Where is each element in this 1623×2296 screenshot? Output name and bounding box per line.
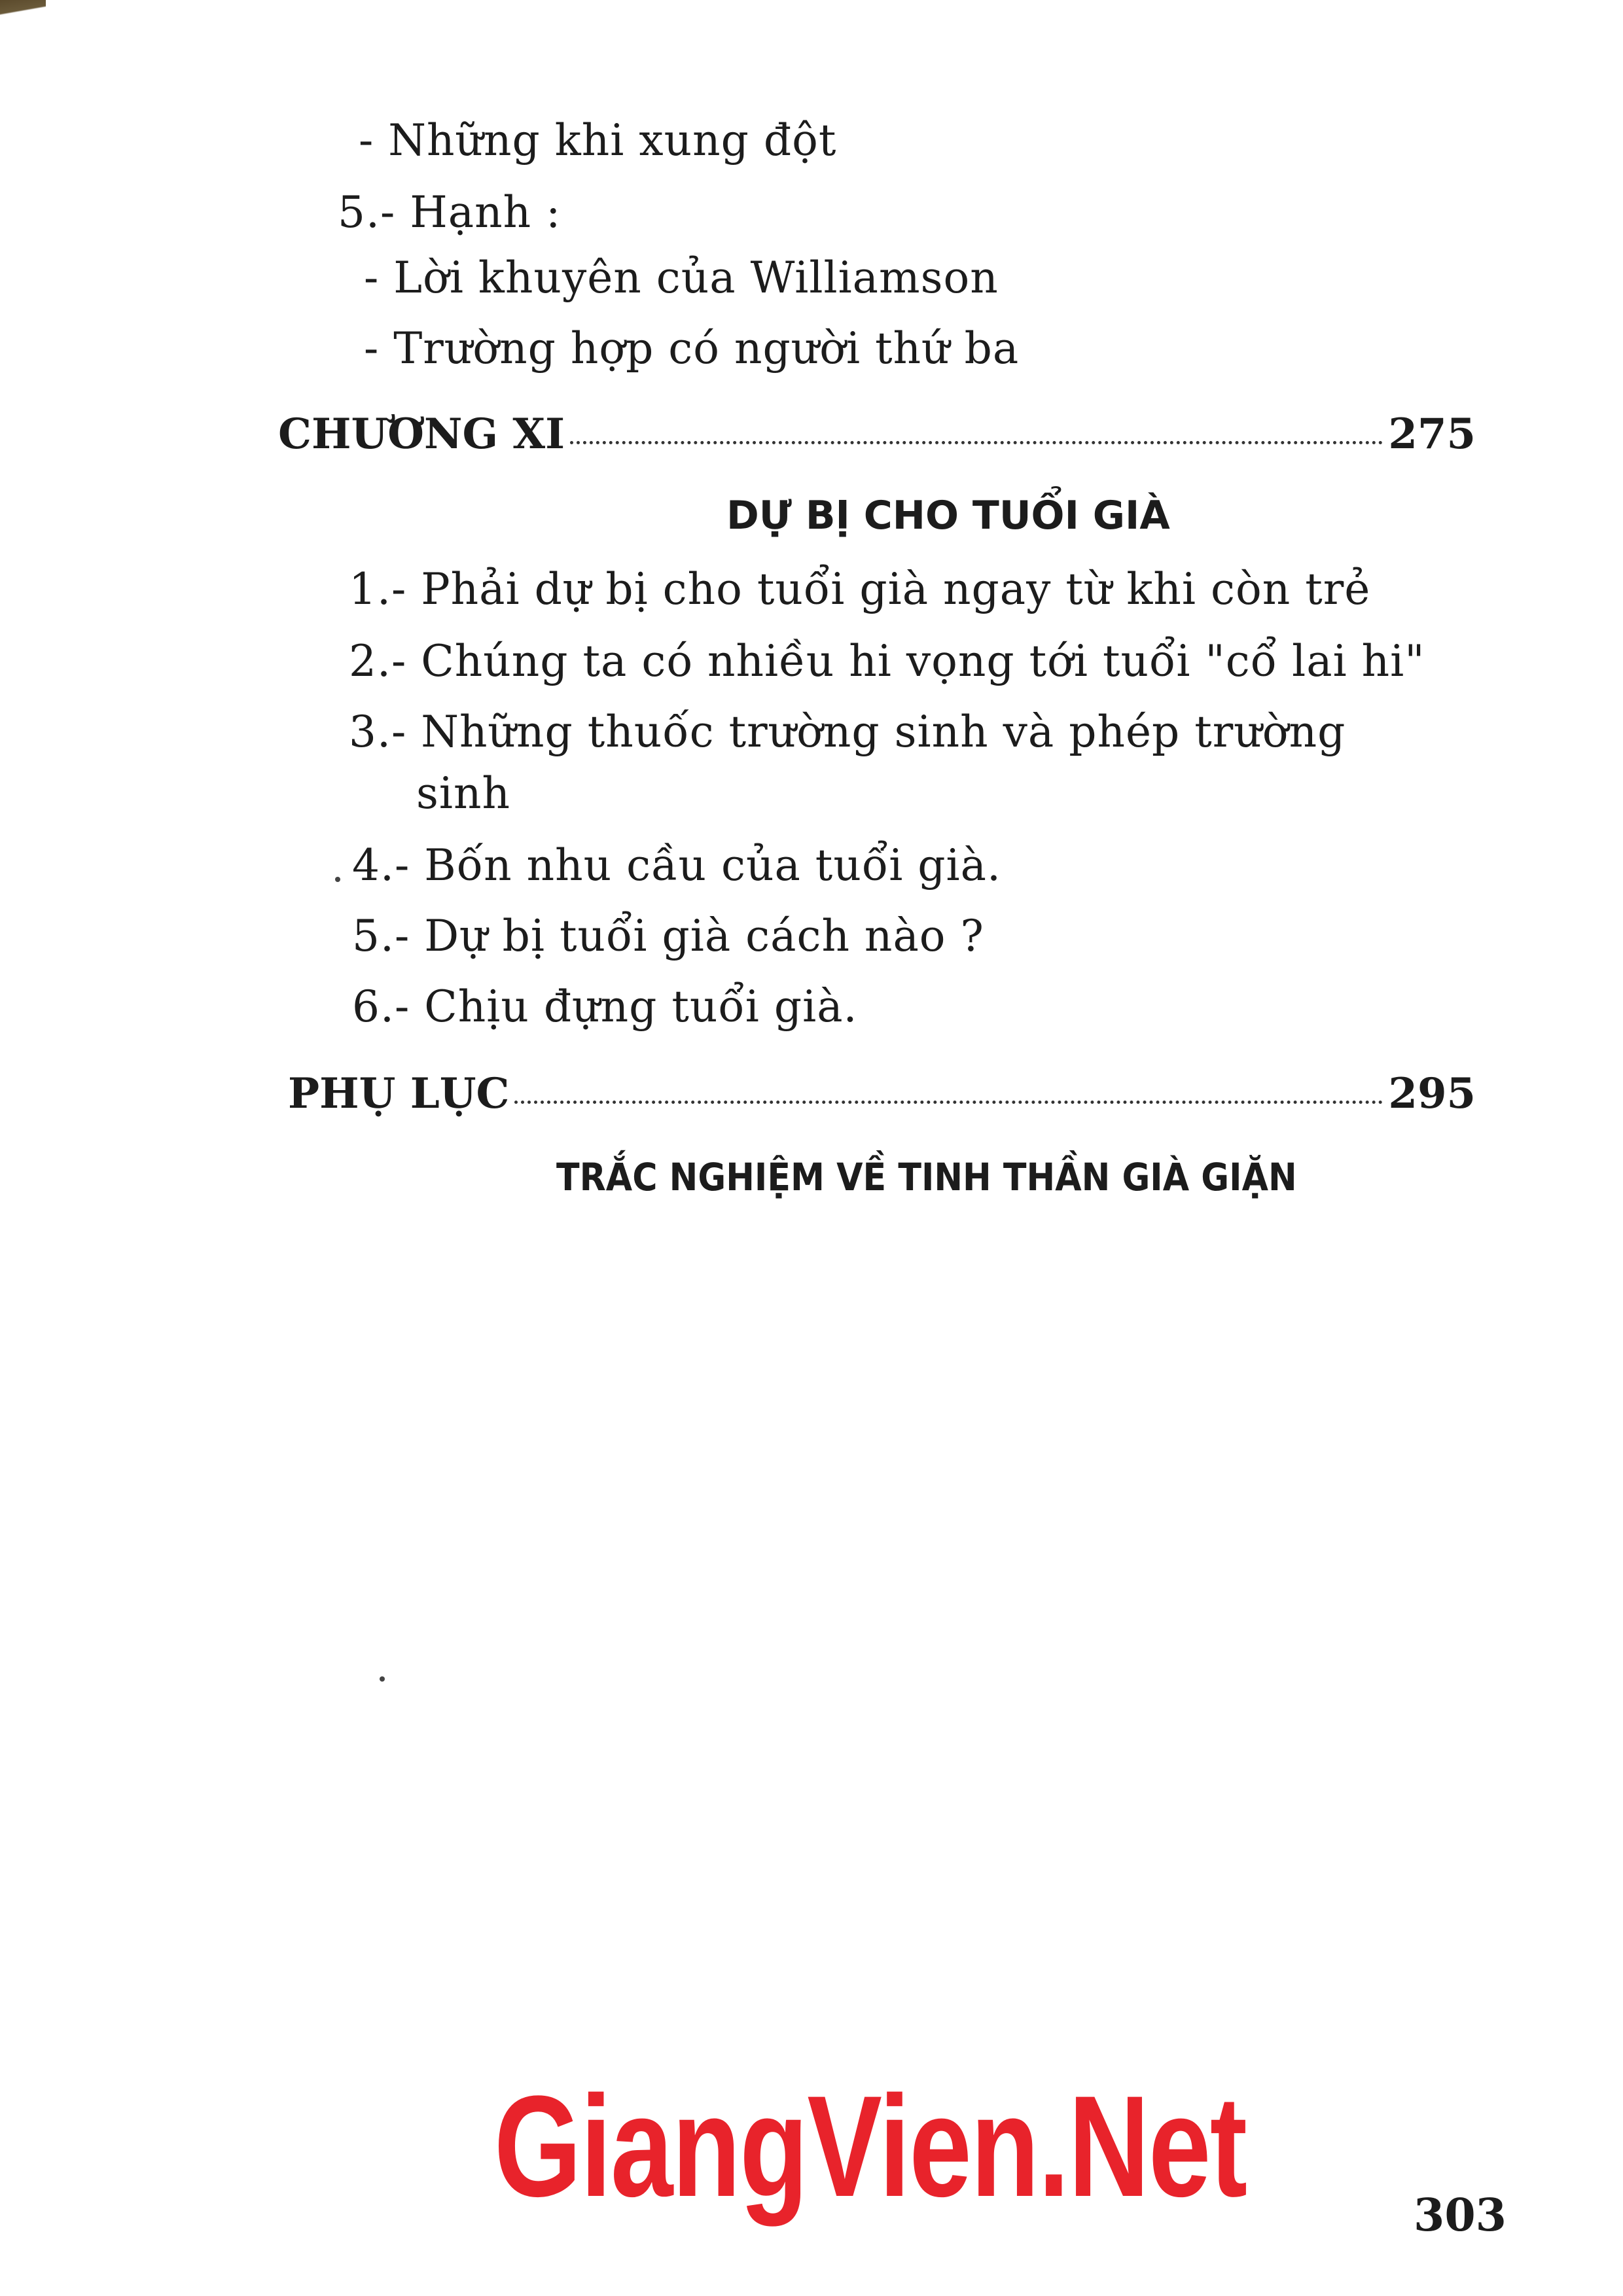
toc-line-conflicts: - Những khi xung đột — [359, 115, 837, 166]
toc-item-3-continued: sinh — [416, 768, 510, 819]
chapter-11-label: CHƯƠNG XI — [278, 410, 565, 459]
scan-corner-mark — [0, 0, 46, 20]
toc-item-1: 1.- Phải dự bị cho tuổi già ngay từ khi còn trẻ — [349, 564, 1371, 614]
toc-item-3: 3.- Những thuốc trường sinh và phép trường — [349, 707, 1346, 757]
toc-section-happiness: 5.- Hạnh : — [338, 187, 562, 238]
toc-chapter-11 — [278, 410, 1476, 459]
scan-speck — [335, 877, 340, 882]
toc-item-5: 5.- Dự bị tuổi già cách nào ? — [352, 911, 984, 961]
toc-item-6: 6.- Chịu đựng tuổi già. — [352, 981, 858, 1032]
page-number: 303 — [1414, 2189, 1507, 2242]
chapter-11-dot-leader — [570, 441, 1383, 444]
toc-item-2: 2.- Chúng ta có nhiều hi vọng tới tuổi "cổ lai hi" — [349, 636, 1425, 686]
toc-item-4: 4.- Bốn nhu cầu của tuổi già. — [352, 840, 1001, 891]
appendix-page: 295 — [1388, 1069, 1476, 1118]
scan-speck — [380, 1676, 385, 1682]
watermark-logo: GiangVien.Net — [494, 2066, 1247, 2227]
appendix-title: TRẮC NGHIỆM VỀ TINH THẦN GIÀ GIẶN — [556, 1155, 1297, 1199]
toc-line-third-party: - Trường hợp có người thứ ba — [364, 323, 1020, 374]
appendix-dot-leader — [514, 1101, 1383, 1104]
toc-line-williamson-advice: - Lời khuyên của Williamson — [364, 253, 999, 303]
toc-appendix — [288, 1069, 1476, 1118]
chapter-11-page: 275 — [1388, 410, 1476, 459]
chapter-11-title: DỰ BỊ CHO TUỔI GIÀ — [726, 493, 1170, 539]
appendix-label: PHỤ LỤC — [288, 1069, 510, 1118]
